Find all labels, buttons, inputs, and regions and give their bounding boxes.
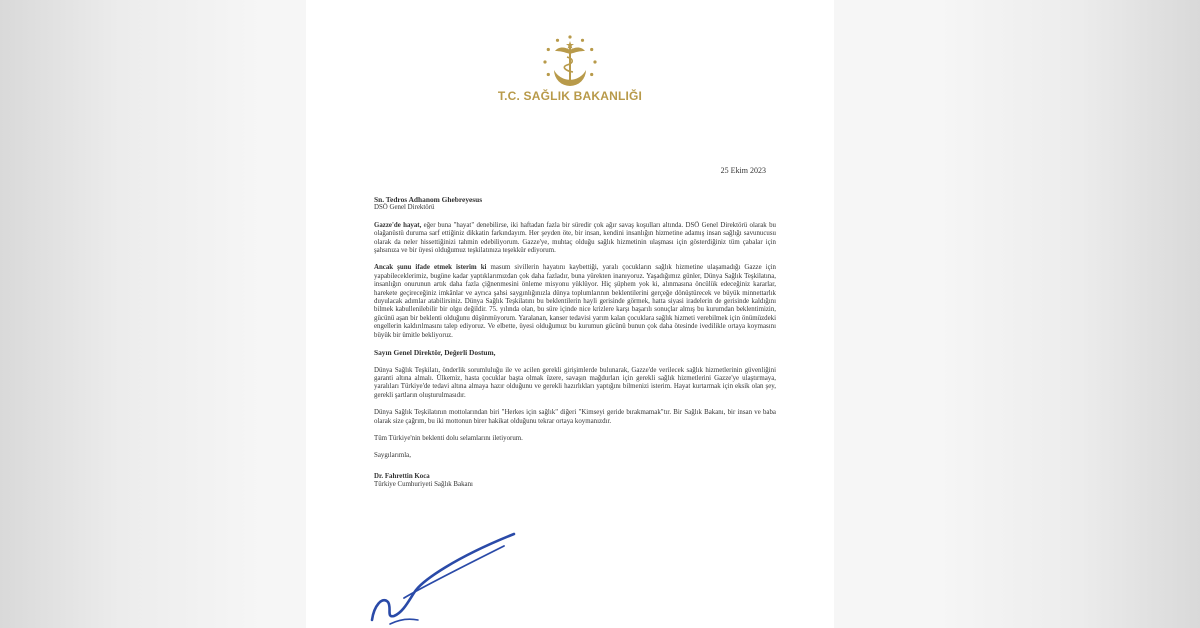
salutation: Sayın Genel Direktör, Değerli Dostum, [374, 348, 496, 358]
ministry-name: T.C. SAĞLIK BAKANLIĞI [497, 89, 643, 103]
signoff: Saygılarımla, [374, 452, 411, 460]
paragraph-2-text: masum sivillerin hayatını kaybettiği, yaralı çocukların sağlık hizmetine ulaşamadığı Gazze için yapabileceklerimiz, bugüne kadar yaptıklarımızdan çok daha fazladır, buna yürekten inanıyoruz. Yaşadığımız günler, Dünya Sağlık Teşkilatına, insanlığın onurunun artık daha fazla çiğnenmesini önleme misyonu yüklüyor. Hiç şüphem yok ki, alınmasına öncülük edeceğiniz kararlar, harekete geçireceğiniz imkânlar ve ayrıca şahsi saygınlığınızla dünya toplumlarının beklentilerini gerçeğe dönüştürecek ve büyük minnettarlık duyulacak adımlar atabilirsiniz. Dünya Sağlık Teşkilatını bu beklentilerin hayli gerisinde görmek, hatta siyasi iradelerin de gerisinde kaldığını bilmek kabullenilebilir bir olgu değildir. 75. yılında olan, bu süre içinde nice krizlere karşı başarılı sonuçlar almış bu kurumdan beklentimizin, gücünü aşan bir beklenti olduğunu düşünmüyorum. Yaralanan, kanser tedavisi yarım kalan çocuklara sağlık hizmeti verebilmek için önümüzdeki engellerin kaldırılmasını talep ediyoruz. Ve elbette, üyesi olduğumuz bu kurumun gücünü bunun çok daha ötesinde ivedilikle ortaya koymasını büyük bir ümitle bekliyoruz. [374, 264, 777, 339]
paragraph-1-text: eğer buna "hayat" denebilirse, iki haftadan fazla bir süredir çok ağır savaş koşulları altında. DSÖ Genel Direktörü olarak bu olağanüstü duruma sarf ettiğiniz dikkatin farkındayım. Her şeyden öte, bir insan, kendini insanlığın hizmetine adamış insan sağlığı savunucusu olarak da neler hissettiğinizi tahmin edebiliyorum. Gazze'ye, muhtaç olduğu sağlık hizmetinin ulaşması için gösterdiğiniz tüm çabalar için şahsınıza ve bir üyesi olduğumuz teşkilatınıza teşekkür ediyorum. [374, 221, 776, 255]
paragraph-2-lead: Ancak şunu ifade etmek isterim ki [374, 264, 487, 272]
letter-date: 25 Ekim 2023 [720, 166, 766, 175]
paragraph-1-lead: Gazze'de hayat, [374, 221, 422, 229]
closing-paragraph-3: Tüm Türkiye'nin beklenti dolu selamlarını iletiyorum. [374, 434, 523, 442]
recipient-title: DSÖ Genel Direktörü [374, 204, 435, 212]
paragraph-1 [374, 222, 776, 256]
signer-title: Türkiye Cumhuriyeti Sağlık Bakanı [374, 481, 473, 489]
caduceus-crescent-star-emblem-icon [540, 32, 600, 92]
letterhead [306, 32, 834, 92]
signer-name: Dr. Fahrettin Koca [374, 472, 430, 480]
closing-paragraph-2: Dünya Sağlık Teşkilatının mottolarından biri "Herkes için sağlık" diğeri "Kimseyi geride bırakmamak"tır. Bir Sağlık Bakanı, bir insan ve baba olarak size çağrım, bu iki mottonun birer hakikat olduğunu tekrar ortaya koymanızdır. [374, 409, 776, 425]
recipient-block [374, 196, 776, 213]
letter-body [374, 196, 776, 490]
handwritten-signature [364, 528, 524, 628]
letter-page [306, 0, 834, 628]
paragraph-2 [374, 264, 776, 340]
closing-paragraph-1: Dünya Sağlık Teşkilatı, önderlik sorumluluğu ile ve acilen gerekli girişimlerde bulunarak, Gazze'de verilecek sağlık hizmetlerinin güvenliğini garanti altına almalı. Ülkemiz, hasta çocuklar başta olmak üzere, savaşın mağdurları için gerekli sağlık hizmetlerini Gazze'ye ulaştırmaya, yaralıları Türkiye'de tedavi altına almaya hazır olduğunu ve gerekli hazırlıkları yaptığını bilmenizi isterim. Hayat kurtarmak için eksik olan şey, gerekli şartların oluşturulmasıdır. [374, 366, 776, 399]
recipient-name: Sn. Tedros Adhanom Ghebreyesus [374, 195, 483, 204]
